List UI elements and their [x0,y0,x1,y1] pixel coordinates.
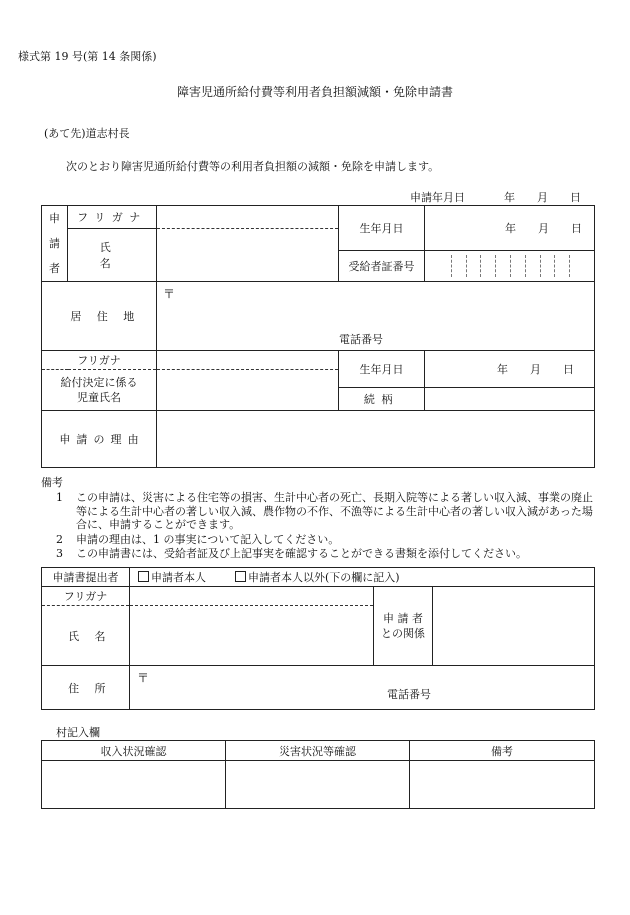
village-col-remarks: 備考 [410,741,595,761]
submitter-table [41,567,595,710]
applicant-table [41,205,595,468]
reason-input[interactable] [157,411,595,468]
applicant-name-label: 氏名 [68,229,157,282]
cert-number-label: 受給者証番号 [339,251,425,282]
submitter-options [130,568,595,587]
applicant-birthdate-input[interactable]: 年 月 日 [425,206,595,251]
remark-item: 3 この申請書には、受給者証及び上記事実を確認することができる書類を添付してください。 [56,547,527,560]
child-birthdate-input[interactable]: 年 月 日 [425,351,595,388]
submitter-relation-input[interactable] [433,587,595,666]
child-furigana-label: フリガナ [42,351,157,370]
applicant-furigana-label: フリガナ [68,206,157,229]
village-col-disaster: 災害状況等確認 [226,741,410,761]
applicant-address-input[interactable] [157,282,595,351]
page-title: 障害児通所給付費等利用者負担額減額・免除申請書 [176,85,453,99]
form-number: 様式第 19 号(第 14 条関係) [18,50,157,63]
applicant-name-input[interactable] [157,229,339,282]
applicant-furigana-input[interactable] [157,206,339,229]
remark-item: 2 申請の理由は、1 の事実について記入してください。 [56,532,340,546]
submitter-relation-label: 申 請 者 との関係 [374,587,433,666]
postal-mark: 〒 [137,671,150,685]
checkbox-icon[interactable] [138,571,149,582]
submitter-name-label: 氏名 [42,606,130,666]
submitter-address-label: 住所 [42,666,130,710]
applicant-phone-label: 電話番号 [339,333,383,346]
submitter-phone-label: 電話番号 [387,688,431,701]
child-birthdate-label: 生年月日 [339,351,425,388]
submitter-address-input[interactable] [130,666,595,710]
child-name-label: 給付決定に係る 児童氏名 [42,370,157,411]
child-relation-label: 続柄 [339,388,425,411]
submitter-self-option[interactable]: 申請者本人 [138,571,206,584]
village-section-heading: 村記入欄 [56,726,100,739]
submitter-furigana-label: フリガナ [42,587,130,606]
child-relation-input[interactable] [425,388,595,411]
cert-number-input[interactable] [425,251,595,282]
village-table [41,740,595,809]
village-income-input[interactable] [42,761,226,809]
village-disaster-input[interactable] [226,761,410,809]
applicant-address-label: 居住地 [42,282,157,351]
submitter-name-input[interactable] [130,606,374,666]
applicant-birthdate-label: 生年月日 [339,206,425,251]
village-remarks-input[interactable] [410,761,595,809]
remarks-heading: 備考 [41,476,63,489]
remark-item: 1 この申請は、災害による住宅等の損害、生計中心者の死亡、長期入院等による著しい収入減、事業の廃止等による生計中心者の著しい収入減、農作物の不作、不漁等による生計中心者の著しい収入減があった場合に、申請することができます。 [56,491,593,531]
checkbox-icon[interactable] [235,571,246,582]
addressee: (あて先)道志村長 [44,127,130,140]
submitter-other-option[interactable]: 申請者本人以外(下の欄に記入) [235,571,400,584]
submitter-label: 申請書提出者 [42,568,130,587]
remarks-list [56,491,601,562]
application-date-value: 年 月 日 [504,191,581,204]
village-col-income: 収入状況確認 [42,741,226,761]
child-name-input[interactable] [157,370,339,411]
reason-label: 申請の理由 [42,411,157,468]
child-furigana-input[interactable] [157,351,339,370]
submitter-furigana-input[interactable] [130,587,374,606]
applicant-section-label: 申 請 者 [42,206,68,282]
intro-text: 次のとおり障害児通所給付費等の利用者負担額の減額・免除を申請します。 [66,160,440,173]
postal-mark: 〒 [163,287,176,301]
application-date-label: 申請年月日 [410,191,465,204]
